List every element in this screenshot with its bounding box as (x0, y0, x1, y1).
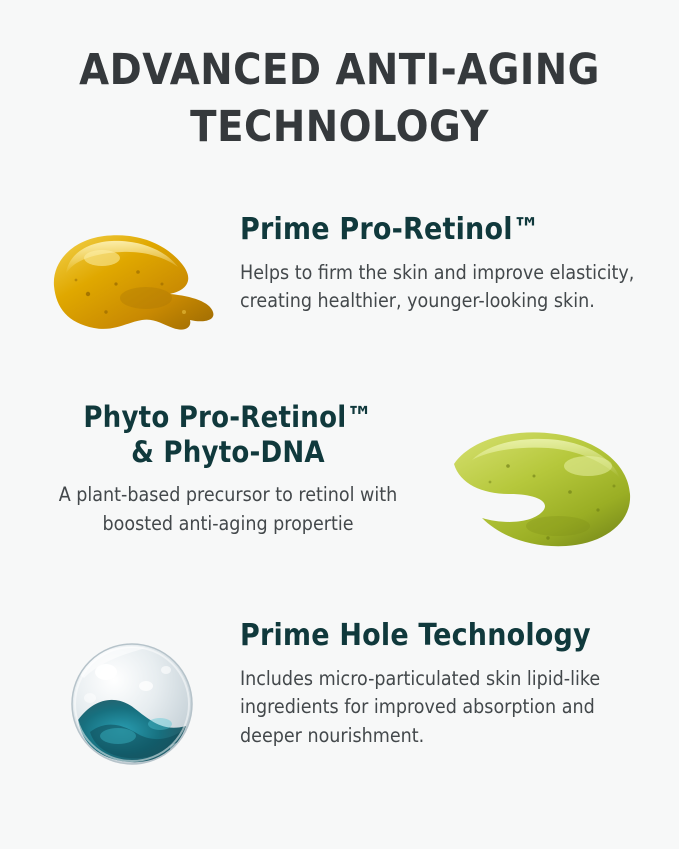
ingredient-description-1: Helps to firm the skin and improve elasticity, creating healthier, younger-looking skin. (240, 260, 635, 313)
page-title (0, 42, 679, 156)
ingredient-block-1 (0, 212, 679, 372)
ingredient-block-2 (0, 400, 679, 590)
ingredient-title-1: Prime Pro-Retinol™ (240, 212, 540, 247)
green-gel-swatch (438, 420, 638, 560)
ingredient-description-3: Includes micro-particulated skin lipid-like ingredients for improved absorption and deeper nourishment. (240, 666, 601, 748)
ingredient-text-2 (28, 400, 428, 538)
gold-serum-swatch (42, 224, 222, 354)
ingredient-title-2-line-2: & Phyto-DNA (131, 435, 325, 470)
ingredient-description-2: A plant-based precursor to retinol with boosted anti-aging propertie (58, 482, 398, 535)
ingredient-title-2 (28, 400, 428, 471)
ingredient-title-2-line-1: Phyto Pro-Retinol™ (83, 400, 373, 434)
page-title-line-1: ADVANCED ANTI-AGING (79, 45, 600, 95)
ingredient-title-3: Prime Hole Technology (240, 618, 591, 653)
sphere-capsule-swatch (60, 628, 210, 778)
ingredient-block-3 (0, 618, 679, 808)
ingredient-text-3 (240, 618, 652, 751)
ingredient-text-1 (240, 212, 652, 316)
page-title-line-2: TECHNOLOGY (190, 101, 489, 152)
